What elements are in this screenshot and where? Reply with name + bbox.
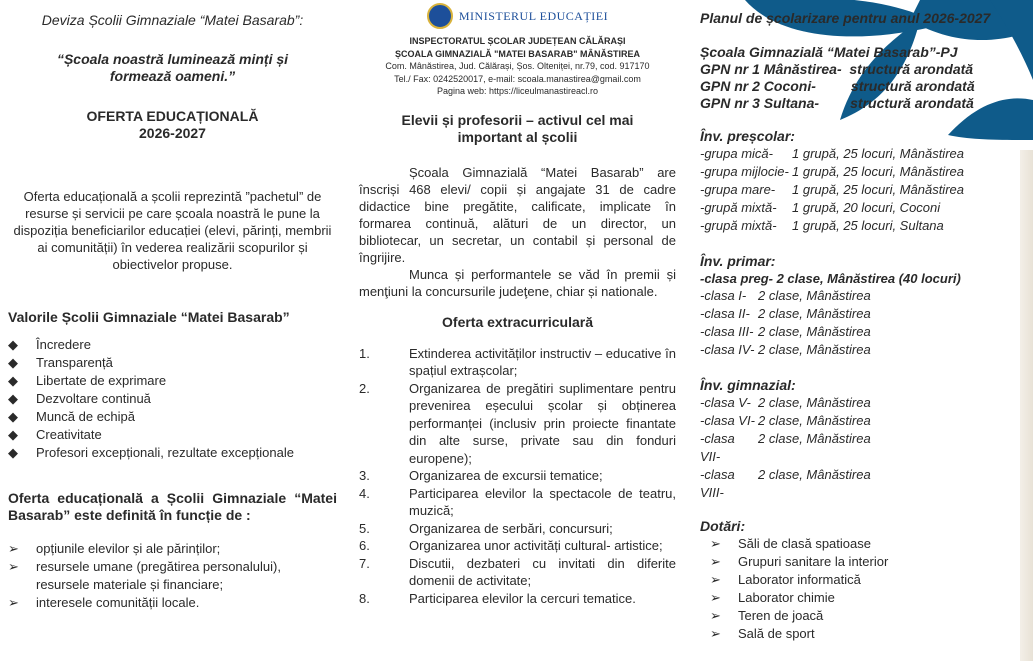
list-item-text: Dezvoltare continuă bbox=[36, 391, 151, 406]
inspectorate: INSPECTORATUL ȘCOLAR JUDEȚEAN CĂLĂRAȘI bbox=[409, 36, 626, 46]
bullet-icon: ◆ bbox=[8, 337, 18, 352]
gimnazial-title: Înv. gimnazial: bbox=[700, 377, 796, 393]
page-edge bbox=[1020, 150, 1033, 661]
extra-list bbox=[359, 345, 676, 608]
list-item bbox=[359, 537, 676, 555]
bullet-icon: ➢ bbox=[8, 559, 19, 574]
row-label: -grupă mixtă- bbox=[700, 200, 777, 215]
left-column bbox=[0, 0, 345, 612]
list-item bbox=[8, 372, 337, 390]
primar-row bbox=[700, 287, 1020, 305]
row-label: -clasa VII- bbox=[700, 431, 735, 464]
primar-row bbox=[700, 305, 1020, 323]
primar-row bbox=[700, 323, 1020, 341]
row-value: 1 grupă, 25 locuri, Mânăstirea bbox=[792, 146, 964, 161]
row-value: 1 grupă, 25 locuri, Sultana bbox=[792, 218, 944, 233]
gimnazial-row bbox=[700, 466, 1020, 502]
coat-of-arms-icon bbox=[427, 3, 453, 29]
list-item bbox=[8, 540, 337, 558]
units-list bbox=[700, 44, 1020, 112]
bullet-icon: ➢ bbox=[710, 608, 721, 623]
row-value: 1 grupă, 25 locuri, Mânăstirea bbox=[792, 182, 964, 197]
prescolar-row bbox=[700, 181, 1020, 199]
bullet-icon: 1. bbox=[359, 345, 370, 361]
motto: “Școala noastră luminează minți și formează oameni.” bbox=[56, 51, 289, 84]
list-item bbox=[8, 444, 337, 462]
prescolar-row bbox=[700, 163, 1020, 181]
bullet-icon: ➢ bbox=[710, 536, 721, 551]
values-list bbox=[8, 336, 337, 462]
list-item bbox=[8, 594, 337, 612]
row-value: 2 clase, Mânăstirea bbox=[758, 413, 871, 428]
bullet-icon: ➢ bbox=[8, 595, 19, 610]
row-value: 1 grupă, 20 locuri, Coconi bbox=[792, 200, 941, 215]
list-item-text: Organizarea de serbări, concursuri; bbox=[409, 520, 613, 536]
bullet-icon: ◆ bbox=[8, 355, 18, 370]
row-value: 2 clase, Mânăstirea bbox=[758, 467, 871, 482]
contact: Tel./ Fax: 0242520017, e-mail: scoala.manastirea@gmail.com bbox=[394, 73, 641, 84]
mid-title: Elevii și profesorii – activul cel mai important al școlii bbox=[401, 111, 634, 145]
row-label: -grupă mixtă- bbox=[700, 218, 777, 233]
bullet-icon: ◆ bbox=[8, 409, 18, 424]
row-label: -grupa mijlocie- bbox=[700, 164, 789, 179]
list-item bbox=[710, 535, 1020, 553]
list-item-text: Profesori excepționali, rezultate excepționale bbox=[36, 445, 294, 460]
list-item-text: Organizarea de pregătiri suplimentare pentru prevenirea eșecului școlar și obținerea performanței (inclusiv prin proiecte finantate din alte surse, private sau din fonduri europene); bbox=[409, 380, 676, 466]
primar-list bbox=[700, 287, 1020, 359]
list-item bbox=[359, 555, 676, 590]
primar-title: Înv. primar: bbox=[700, 253, 776, 269]
list-item-text: Libertate de exprimare bbox=[36, 373, 167, 388]
list-item-text: Laborator chimie bbox=[738, 590, 835, 605]
list-item bbox=[710, 571, 1020, 589]
bullet-icon: 2. bbox=[359, 380, 370, 396]
list-item-text: Participarea elevilor la spectacole de teatru, muzică; bbox=[409, 485, 676, 518]
list-item bbox=[359, 467, 676, 485]
bullet-icon: 6. bbox=[359, 538, 370, 553]
middle-column bbox=[345, 0, 690, 607]
address: Com. Mânăstirea, Jud. Călărași, Șos. Olteniței, nr.79, cod. 917170 bbox=[385, 61, 650, 71]
bullet-icon: 5. bbox=[359, 520, 370, 536]
unit-line: GPN nr 3 Sultana- structură arondată bbox=[700, 95, 974, 111]
list-item bbox=[8, 426, 337, 444]
right-column bbox=[700, 0, 1020, 643]
list-item bbox=[710, 625, 1020, 643]
primar-preparatory: -clasa preg- 2 clase, Mânăstirea (40 locuri) bbox=[700, 271, 961, 286]
prescolar-row bbox=[700, 199, 1020, 217]
unit-line: GPN nr 1 Mânăstirea- structură arondată bbox=[700, 61, 974, 77]
list-item bbox=[8, 558, 337, 594]
list-item-text: Muncă de echipă bbox=[36, 409, 136, 424]
list-item-text: Participarea elevilor la cercuri tematice. bbox=[409, 590, 636, 606]
bullet-icon: ◆ bbox=[8, 391, 18, 406]
list-item-text: Organizarea de excursii tematice; bbox=[409, 468, 603, 483]
defined-list bbox=[8, 540, 337, 612]
prescolar-row bbox=[700, 145, 1020, 163]
values-title: Valorile Școlii Gimnaziale “Matei Basarab” bbox=[8, 309, 290, 325]
list-item bbox=[710, 607, 1020, 625]
list-item bbox=[8, 336, 337, 354]
row-label: -clasa VIII- bbox=[700, 467, 735, 500]
prescolar-list bbox=[700, 145, 1020, 235]
unit-line: GPN nr 2 Coconi- structură arondată bbox=[700, 78, 975, 94]
row-label: -clasa VI- bbox=[700, 413, 755, 428]
gimnazial-row bbox=[700, 430, 1020, 466]
primar-row bbox=[700, 341, 1020, 359]
dotari-title: Dotări: bbox=[700, 518, 746, 534]
bullet-icon: 3. bbox=[359, 468, 370, 483]
list-item-text: Organizarea unor activități cultural- artistice; bbox=[409, 538, 663, 553]
offer-title: OFERTA EDUCAȚIONALĂ bbox=[86, 108, 259, 124]
list-item-text: Încredere bbox=[36, 337, 91, 352]
row-label: -clasa III- bbox=[700, 324, 754, 339]
list-item bbox=[710, 589, 1020, 607]
row-value: 2 clase, Mânăstirea bbox=[758, 324, 871, 339]
defined-title: Oferta educațională a Școlii Gimnaziale “Matei Basarab” este definită în funcție de : bbox=[8, 490, 337, 523]
list-item bbox=[8, 354, 337, 372]
website: Pagina web: https://liceulmanastireacl.ro bbox=[436, 86, 599, 96]
row-label: -clasa V- bbox=[700, 395, 751, 410]
list-item bbox=[710, 553, 1020, 571]
offer-year: 2026-2027 bbox=[139, 125, 206, 141]
row-value: 2 clase, Mânăstirea bbox=[758, 342, 871, 357]
students-paragraph: Școala Gimnazială “Matei Basarab” are înscriși 468 elevi/ copii și angajate 31 de cadre didactice bine pregătite, calificate, implicate în formarea continuă, alături de un director, un bibliotecar, un secretar, un contabil și personal de îngrijire. bbox=[359, 164, 676, 265]
list-item bbox=[8, 408, 337, 426]
list-item-text: Discutii, dezbateri cu invitati din diferite domenii de activitate; bbox=[409, 555, 676, 588]
list-item-text: Săli de clasă spatioase bbox=[738, 536, 871, 551]
gimnazial-row bbox=[700, 394, 1020, 412]
ministry-logo bbox=[359, 3, 676, 29]
bullet-icon: ◆ bbox=[8, 373, 18, 388]
list-item bbox=[359, 380, 676, 468]
dotari-list bbox=[700, 535, 1020, 643]
list-item-text: Teren de joacă bbox=[738, 608, 824, 623]
bullet-icon: 8. bbox=[359, 590, 370, 606]
motto-label: Deviza Școlii Gimnaziale “Matei Basarab”: bbox=[41, 12, 304, 28]
bullet-icon: ◆ bbox=[8, 445, 18, 460]
bullet-icon: ➢ bbox=[710, 554, 721, 569]
row-label: -clasa I- bbox=[700, 288, 747, 303]
gimnazial-row bbox=[700, 412, 1020, 430]
list-item bbox=[8, 390, 337, 408]
list-item-text: Sală de sport bbox=[738, 626, 815, 641]
bullet-icon: 4. bbox=[359, 485, 370, 501]
list-item-text: Transparență bbox=[36, 355, 113, 370]
prescolar-row bbox=[700, 217, 1020, 235]
list-item-text: Grupuri sanitare la interior bbox=[738, 554, 889, 569]
school-name: ȘCOALA GIMNAZIALĂ "MATEI BASARAB" MÂNĂSTIREA bbox=[394, 48, 641, 59]
bullet-icon: ➢ bbox=[710, 590, 721, 605]
row-label: -clasa II- bbox=[700, 306, 750, 321]
plan-title: Planul de școlarizare pentru anul 2026-2027 bbox=[700, 10, 991, 26]
list-item-text: interesele comunității locale. bbox=[36, 595, 200, 610]
row-value: 2 clase, Mânăstirea bbox=[758, 288, 871, 303]
extra-title: Oferta extracurriculară bbox=[442, 313, 593, 330]
list-item bbox=[359, 520, 676, 538]
performance-paragraph: Munca și performantele se văd în premii și menţiuni la concursurile judeţene, chiar și nationale. bbox=[359, 266, 676, 299]
row-value: 1 grupă, 25 locuri, Mânăstirea bbox=[792, 164, 964, 179]
bullet-icon: ➢ bbox=[710, 626, 721, 641]
list-item-text: opțiunile elevilor și ale părinților; bbox=[36, 541, 221, 556]
list-item-text: Laborator informatică bbox=[738, 572, 861, 587]
row-label: -grupa mare- bbox=[700, 182, 776, 197]
unit-line: Școala Gimnazială “Matei Basarab”-PJ bbox=[700, 44, 958, 60]
row-value: 2 clase, Mânăstirea bbox=[758, 395, 871, 410]
bullet-icon: ➢ bbox=[8, 541, 19, 556]
ministry-name: MINISTERUL EDUCAȚIEI bbox=[458, 8, 609, 23]
list-item bbox=[359, 345, 676, 380]
list-item-text: resursele umane (pregătirea personalului), resursele materiale și financiare; bbox=[36, 559, 281, 592]
intro-text: Oferta educațională a școlii reprezintă ”pachetul” de resurse și servicii pe care școala noastră le pune la dispoziția beneficiarilor educației (elevi, părinți, membrii ai comunității) în vederea realizării scopurilor și obiectivelor propuse. bbox=[13, 189, 332, 272]
list-item bbox=[359, 485, 676, 520]
row-label: -grupa mică- bbox=[700, 146, 773, 161]
row-label: -clasa IV- bbox=[700, 342, 755, 357]
list-item-text: Extinderea activităților instructiv – educative în spațiul extrașcolar; bbox=[409, 345, 676, 378]
list-item bbox=[359, 590, 676, 608]
row-value: 2 clase, Mânăstirea bbox=[758, 306, 871, 321]
prescolar-title: Înv. preșcolar: bbox=[700, 128, 795, 144]
row-value: 2 clase, Mânăstirea bbox=[758, 431, 871, 446]
list-item-text: Creativitate bbox=[36, 427, 102, 442]
bullet-icon: 7. bbox=[359, 555, 370, 571]
bullet-icon: ➢ bbox=[710, 572, 721, 587]
bullet-icon: ◆ bbox=[8, 427, 18, 442]
gimnazial-list bbox=[700, 394, 1020, 502]
